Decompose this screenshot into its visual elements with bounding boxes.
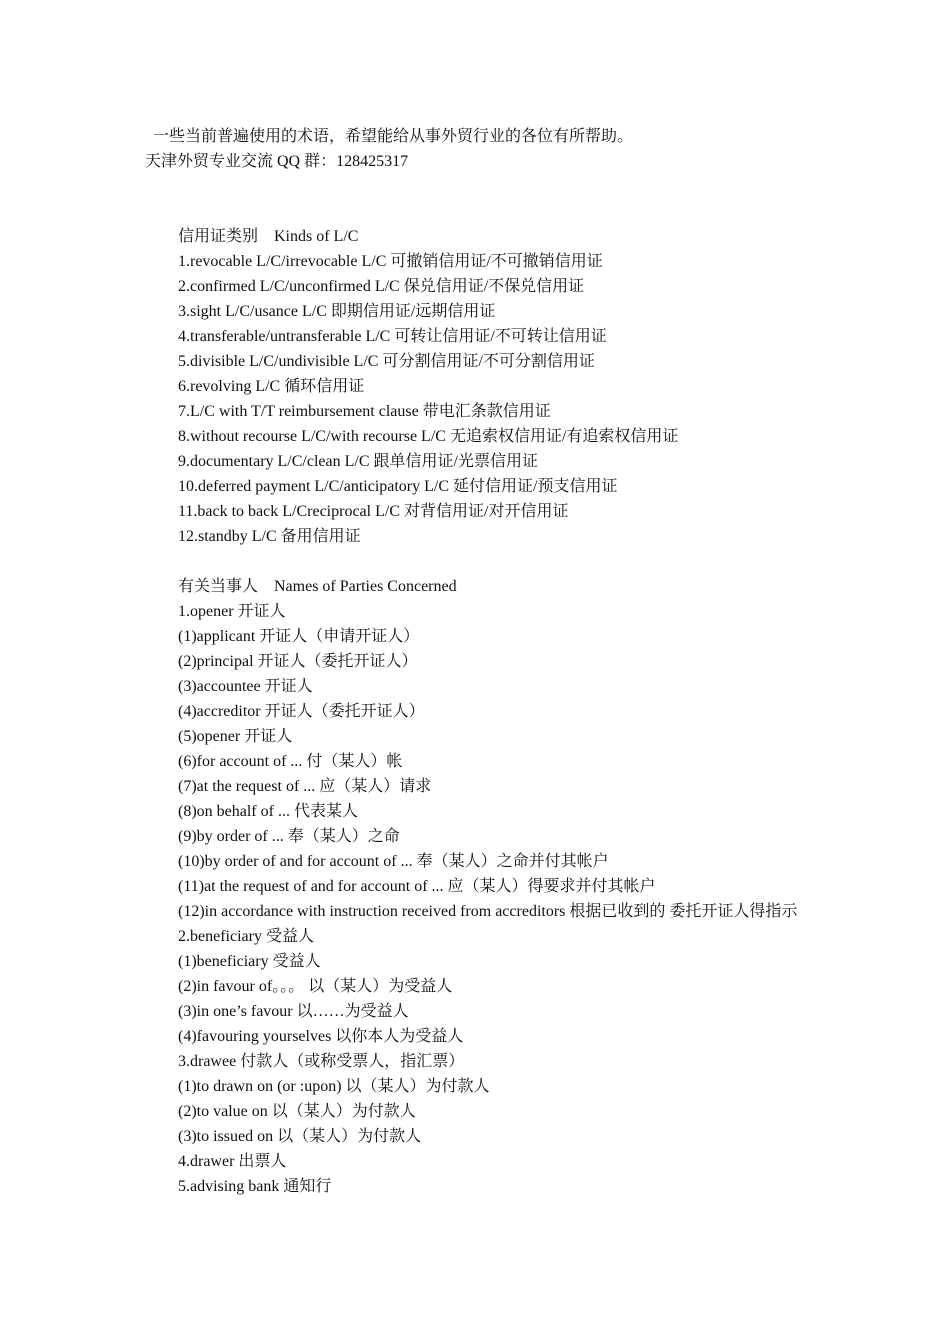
spacer — [178, 549, 828, 574]
list-item: (12)in accordance with instruction received from accreditors 根据已收到的 委托开证人得指示 — [178, 903, 798, 920]
list-item: (5)opener 开证人 — [178, 728, 293, 745]
list-item: (1)beneficiary 受益人 — [178, 953, 321, 970]
list-item: (11)at the request of and for account of ... 应（某人）得要求并付其帐户 — [178, 878, 656, 895]
list-item: 2.confirmed L/C/unconfirmed L/C 保兑信用证/不保兑信用证 — [178, 278, 585, 295]
list-item: (8)on behalf of ... 代表某人 — [178, 803, 358, 820]
section-heading: 有关当事人 Names of Parties Concerned — [178, 578, 457, 595]
list-item: 5.advising bank 通知行 — [178, 1178, 332, 1195]
list-item: (1)applicant 开证人（申请开证人） — [178, 628, 420, 645]
intro-line: 天津外贸专业交流 QQ 群：128425317 — [145, 153, 409, 170]
list-item: 6.revolving L/C 循环信用证 — [178, 378, 365, 395]
list-item: (3)accountee 开证人 — [178, 678, 313, 695]
list-item: (7)at the request of ... 应（某人）请求 — [178, 778, 432, 795]
list-item: 10.deferred payment L/C/anticipatory L/C 延付信用证/预支信用证 — [178, 478, 618, 495]
list-item: (4)favouring yourselves 以你本人为受益人 — [178, 1028, 464, 1045]
list-item: (4)accreditor 开证人（委托开证人） — [178, 703, 425, 720]
list-item: 3.drawee 付款人（或称受票人，指汇票） — [178, 1053, 465, 1070]
list-item: 5.divisible L/C/undivisible L/C 可分割信用证/不可分割信用证 — [178, 353, 595, 370]
list-item: 3.sight L/C/usance L/C 即期信用证/远期信用证 — [178, 303, 496, 320]
list-item: 1.opener 开证人 — [178, 603, 286, 620]
section-heading: 信用证类别 Kinds of L/C — [178, 228, 359, 245]
intro-line: 一些当前普遍使用的术语，希望能给从事外贸行业的各位有所帮助。 — [153, 128, 634, 145]
list-item: 12.standby L/C 备用信用证 — [178, 528, 361, 545]
glossary-content — [178, 224, 828, 1199]
list-item: (2)to value on 以（某人）为付款人 — [178, 1103, 416, 1120]
list-item: (3)in one’s favour 以……为受益人 — [178, 1003, 409, 1020]
list-item: (6)for account of ... 付（某人）帐 — [178, 753, 403, 770]
list-item: 1.revocable L/C/irrevocable L/C 可撤销信用证/不可撤销信用证 — [178, 253, 603, 270]
list-item: 2.beneficiary 受益人 — [178, 928, 314, 945]
list-item: (2)principal 开证人（委托开证人） — [178, 653, 418, 670]
list-item: 11.back to back L/Creciprocal L/C 对背信用证/对开信用证 — [178, 503, 569, 520]
list-item: (10)by order of and for account of ... 奉（某人）之命并付其帐户 — [178, 853, 609, 870]
list-item: (2)in favour of。。。 以（某人）为受益人 — [178, 978, 453, 995]
list-item: 4.transferable/untransferable L/C 可转让信用证/不可转让信用证 — [178, 328, 607, 345]
list-item: (9)by order of ... 奉（某人）之命 — [178, 828, 400, 845]
list-item: 4.drawer 出票人 — [178, 1153, 287, 1170]
list-item: 8.without recourse L/C/with recourse L/C 无追索权信用证/有追索权信用证 — [178, 428, 679, 445]
list-item: (1)to drawn on (or :upon) 以（某人）为付款人 — [178, 1078, 490, 1095]
list-item: 9.documentary L/C/clean L/C 跟单信用证/光票信用证 — [178, 453, 538, 470]
list-item: (3)to issued on 以（某人）为付款人 — [178, 1128, 422, 1145]
list-item: 7.L/C with T/T reimbursement clause 带电汇条款信用证 — [178, 403, 551, 420]
intro-block — [145, 124, 845, 174]
